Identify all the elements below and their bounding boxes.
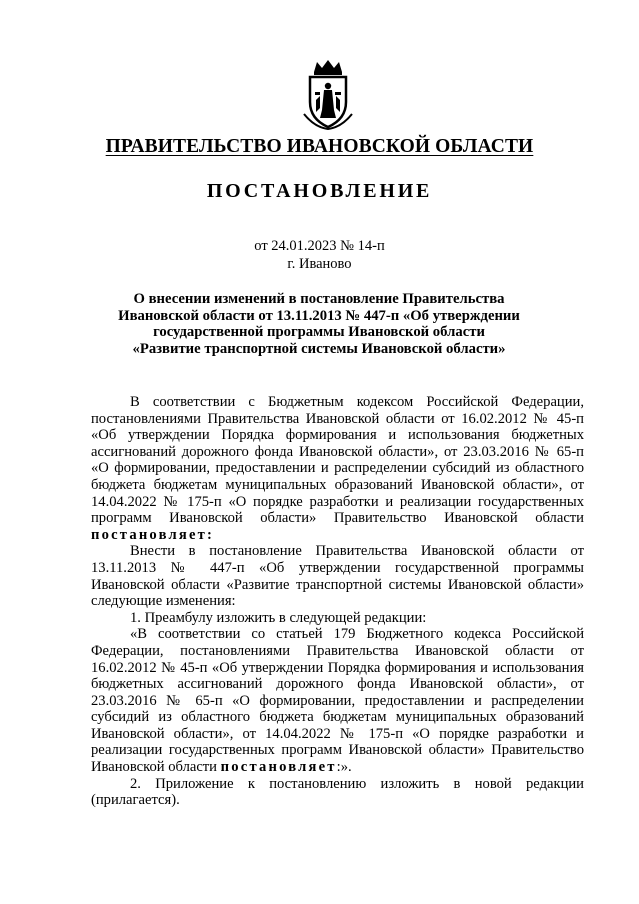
paragraph-amend: Внести в постановление Правительства Ивановской области от 13.11.2013 № 447-п «Об утверждении государственной программы Ивановской области «Развитие транспортной системы Ивановской области» следующие изменения: — [91, 543, 584, 610]
decree-word: постановляет: — [91, 526, 215, 543]
paragraph-new-preamble — [91, 626, 584, 775]
quote-close: :». — [336, 759, 352, 776]
document-date-block — [0, 237, 639, 273]
date-number: от 24.01.2023 № 14-п — [254, 238, 385, 254]
document-type: ПОСТАНОВЛЕНИЕ — [206, 180, 433, 202]
decree-word-quoted: постановляет — [220, 759, 337, 776]
paragraph-item-1: 1. Преамбулу изложить в следующей редакции: — [130, 609, 427, 626]
document-body — [91, 394, 584, 809]
paragraph-preamble — [91, 394, 584, 543]
preamble-text: В соответствии с Бюджетным кодексом Российской Федерации, постановлениями Правительства Ивановской области от 16.02.2012 № 45-п «Об утверждении Порядка формирования и использования бюджетных ассигнований дорожного фонда Ивановской области», от 23.03.2016 № 65-п «О формировании, предоставлении и распределении субсидий из областного бюджета бюджетам муниципальных образований Ивановской области», от 14.04.2022 № 175-п «О порядке разработки и реализации государственных программ Ивановской области» Правительство Ивановской области — [91, 394, 584, 527]
document-title: О внесении изменений в постановление Правительства Ивановской области от 13.11.2013 № 447-п «Об утверждении государственной программы Ивановской области «Развитие транспортной системы Ивановской области» — [118, 291, 520, 357]
paragraph-item-2: 2. Приложение к постановлению изложить в новой редакции (прилагается). — [91, 775, 584, 809]
new-preamble-text: «В соответствии со статьей 179 Бюджетного кодекса Российской Федерации, постановлениями Правительства Ивановской области от 16.02.2012 № 45-п «Об утверждении Порядка формирования и использования бюджетных ассигнований дорожного фонда Ивановской области», от 23.03.2016 № 65-п «О формировании, предоставлении и распределении субсидий из областного бюджета бюджетам муниципальных образований Ивановской области», от 14.04.2022 № 175-п «О порядке разработки и реализации государственных программ Ивановской области» Правительство Ивановской области — [91, 626, 584, 776]
ivanovo-coat-of-arms-icon — [298, 58, 358, 130]
organization-name: ПРАВИТЕЛЬСТВО ИВАНОВСКОЙ ОБЛАСТИ — [105, 136, 534, 157]
city: г. Иваново — [287, 256, 352, 272]
